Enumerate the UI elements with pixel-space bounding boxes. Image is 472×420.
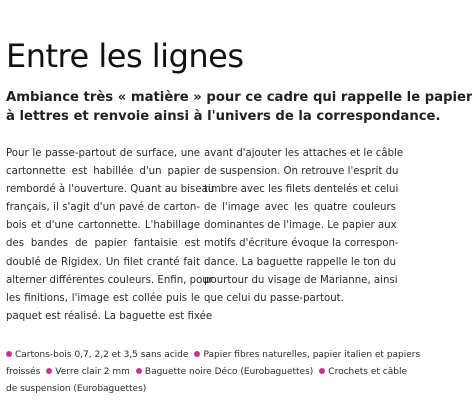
bullet-icon bbox=[46, 368, 52, 374]
body-line: de l'image avec les quatre couleurs bbox=[204, 202, 396, 214]
body-line: doublé de Rigidex. Un filet cranté fait bbox=[6, 256, 200, 268]
materials-row bbox=[6, 364, 407, 381]
body-line: dominantes de l'image. Le papier aux bbox=[204, 220, 397, 232]
body-line: paquet est réalisé. La baguette est fixée bbox=[6, 310, 213, 322]
bullet-icon bbox=[136, 368, 142, 374]
material-item: Crochets et câble bbox=[328, 367, 407, 377]
body-line: les finitions, l'image est collée puis le bbox=[6, 292, 200, 304]
article-title: Entre les lignes bbox=[6, 37, 244, 75]
bullet-icon bbox=[319, 368, 325, 374]
body-line: avant d'ajouter les attaches et le câble bbox=[204, 148, 404, 159]
body-line: alterner différentes couleurs. Enfin, pour bbox=[6, 274, 213, 286]
bullet-icon bbox=[194, 351, 200, 357]
material-item-continued: froissés bbox=[6, 367, 41, 377]
material-item-continued: de suspension (Eurobaguettes) bbox=[6, 384, 147, 394]
body-line: des bandes de papier fantaisie est bbox=[6, 238, 200, 250]
body-column-right bbox=[204, 145, 404, 308]
subtitle-line: Ambiance très « matière » pour ce cadre qui rappelle le papier bbox=[6, 90, 472, 105]
article-subtitle bbox=[6, 88, 472, 126]
materials-row bbox=[6, 381, 398, 398]
body-line: motifs d'écriture évoque la correspon- bbox=[204, 238, 399, 250]
body-column-left bbox=[6, 145, 215, 326]
material-item: Papier fibres naturelles, papier italien et papiers bbox=[203, 350, 421, 360]
body-line: bois et d'une cartonnette. L'habillage bbox=[6, 220, 200, 232]
bullet-icon bbox=[6, 351, 12, 357]
material-item: Baguette noire Déco (Eurobaguettes) bbox=[144, 367, 314, 377]
body-line: que celui du passe-partout. bbox=[204, 292, 344, 304]
subtitle-line: à lettres et renvoie ainsi à l'univers de la correspondance. bbox=[6, 109, 441, 124]
material-item: Verre clair 2 mm bbox=[55, 367, 130, 377]
materials-row bbox=[6, 347, 421, 364]
body-line: de suspension. On retrouve l'esprit du bbox=[204, 166, 399, 178]
body-line: pourtour du visage de Marianne, ainsi bbox=[204, 274, 398, 286]
body-line: français, il s'agit d'un pavé de carton- bbox=[6, 202, 200, 214]
body-line: cartonnette est habillée d'un papier bbox=[6, 166, 200, 178]
material-item: Cartons-bois 0,7, 2,2 et 3,5 sans acide bbox=[15, 350, 189, 360]
body-line: timbre avec les filets dentelés et celui bbox=[204, 184, 399, 196]
materials-list bbox=[6, 347, 421, 398]
body-line: rembordé à l'ouverture. Quant au biseau bbox=[6, 184, 215, 196]
body-line: Pour le passe-partout de surface, une bbox=[6, 148, 200, 159]
body-line: dance. La baguette rappelle le ton du bbox=[204, 256, 397, 268]
